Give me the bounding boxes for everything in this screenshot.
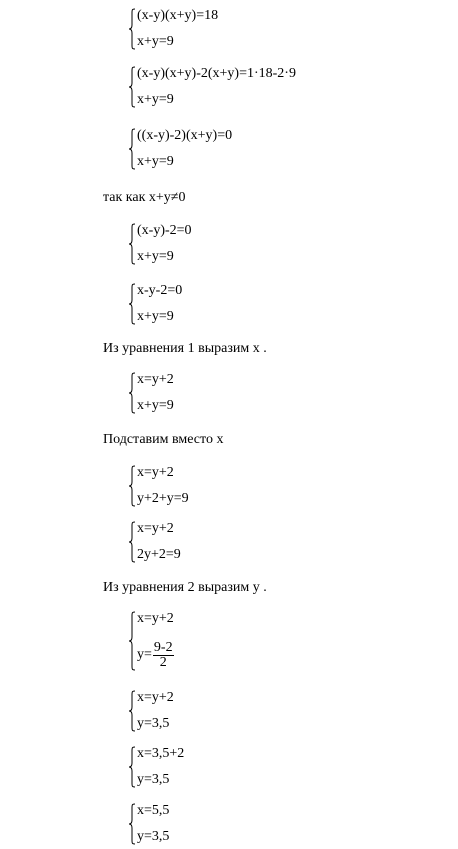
brace-icon: [128, 746, 136, 788]
brace-icon: [128, 372, 136, 414]
paragraph-since: так как x+y≠0: [103, 190, 186, 205]
fraction-equation: [137, 639, 175, 671]
equation: x+y=9: [137, 154, 174, 169]
equation: x+y=9: [137, 92, 174, 107]
fraction-denominator: 2: [159, 654, 167, 670]
equation: y+2+y=9: [137, 491, 189, 506]
paragraph-substitute: Подставим вместо x: [103, 432, 224, 447]
equation: 2y+2=9: [137, 547, 181, 562]
equation-system-9: [128, 611, 175, 671]
equation-system-6: [128, 372, 174, 414]
fraction-lhs: y=: [137, 647, 152, 662]
brace-icon: [128, 465, 136, 507]
equation-system-2: [128, 66, 296, 108]
equation-system-4: [128, 223, 192, 265]
equation: x=y+2: [137, 611, 174, 626]
equation: x=3,5+2: [137, 746, 185, 761]
brace-icon: [128, 8, 136, 50]
fraction: [153, 641, 174, 670]
equation-system-11: [128, 746, 184, 788]
paragraph-express-y: Из уравнения 2 выразим y .: [103, 580, 267, 595]
brace-icon: [128, 128, 136, 170]
equation-system-1: [128, 8, 218, 50]
equation: ((x-y)-2)(x+y)=0: [137, 128, 233, 143]
equation: y=3,5: [137, 716, 170, 731]
equation: (x-y)(x+y)=18: [137, 8, 219, 23]
brace-icon: [128, 283, 136, 325]
brace-icon: [128, 690, 136, 732]
fraction-numerator: 9-2: [153, 639, 173, 655]
equation: x-y-2=0: [137, 283, 183, 298]
equation-system-12: [128, 803, 169, 845]
equation: y=3,5: [137, 829, 170, 844]
equation: x+y=9: [137, 249, 174, 264]
equation: x=5,5: [137, 803, 170, 818]
equation: x=y+2: [137, 521, 174, 536]
paragraph-express-x: Из уравнения 1 выразим x .: [103, 341, 267, 356]
equation: (x-y)(x+y)-2(x+y)=1·18-2·9: [137, 66, 296, 81]
equation-system-3: [128, 128, 232, 170]
equation-system-7: [128, 465, 189, 507]
brace-icon: [128, 611, 136, 671]
equation: x+y=9: [137, 398, 174, 413]
brace-icon: [128, 223, 136, 265]
equation: x=y+2: [137, 372, 174, 387]
equation: x+y=9: [137, 309, 174, 324]
equation-system-10: [128, 690, 174, 732]
equation: x+y=9: [137, 34, 174, 49]
brace-icon: [128, 521, 136, 563]
brace-icon: [128, 803, 136, 845]
brace-icon: [128, 66, 136, 108]
equation-system-5: [128, 283, 182, 325]
equation: y=3,5: [137, 772, 170, 787]
equation: (x-y)-2=0: [137, 223, 192, 238]
equation: x=y+2: [137, 465, 174, 480]
equation: x=y+2: [137, 690, 174, 705]
equation-system-8: [128, 521, 181, 563]
